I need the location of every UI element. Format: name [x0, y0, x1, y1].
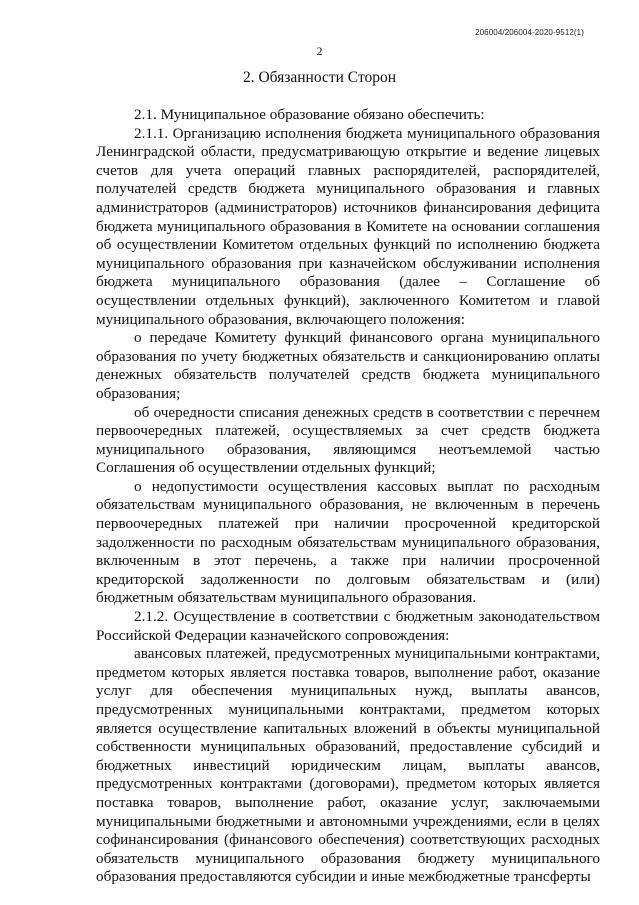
paragraph-2-1-1: 2.1.1. Организацию исполнения бюджета муниципального образования Ленинградской области, предусматривающую открытие и ведение лицевых счетов для учета операций главных распорядителей, распорядителей, получателей средств бюджета муниципального образования и главных администраторов (администраторов) источников финансирования дефицита бюджета муниципального образования в Комитете на основании соглашения об осуществлении Комитетом отдельных функций по исполнению бюджета муниципального образования при казначейском обслуживании исполнения бюджета муниципального образования (далее – Соглашение об осуществлении отдельных функций), заключенного Комитетом и главой муниципального образования, включающего положения:	[96, 124, 600, 328]
paragraph-provision-priority: об очередности списания денежных средств в соответствии с перечнем первоочередных платежей, осуществляемых за счет средств бюджета муниципального образования, являющимся неотъемлемой частью Соглашения об осуществлении отдельных функций;	[96, 403, 600, 477]
paragraph-advance-payments: авансовых платежей, предусмотренных муниципальными контрактами, предметом которых является поставка товаров, выполнение работ, оказание услуг для обеспечения муниципальных нужд, выплаты авансов, предусмотренных муниципальными контрактами, предметом которых является осуществление капитальных вложений в объекты муниципальной собственности муниципальных образований, предоставление субсидий и бюджетных инвестиций юридическим лицам, выплаты авансов, предусмотренных контрактами (договорами), предметом которых является поставка товаров, выполнение работ, оказание услуг, заключаемыми муниципальными бюджетными и автономными учреждениями, если в целях софинансирования (финансового обеспечения) соответствующих расходных обязательств муниципального образования бюджету муниципального образования предоставляются субсидии и иные межбюджетные трансферты	[96, 645, 600, 886]
document-id: 206004/206004-2020-9512(1)	[475, 28, 584, 37]
paragraph-provision-inadmissibility: о недопустимости осуществления кассовых выплат по расходным обязательствам муниципального образования, не включенным в перечень первоочередных платежей при наличии просроченной кредиторской задолженности по расходным обязательствам муниципального образования, включенным в этот перечень, а также при наличии просроченной кредиторской задолженности по долговым обязательствам и (или) бюджетным обязательствам муниципального образования.	[96, 477, 600, 607]
body-text	[96, 106, 600, 887]
paragraph-2-1: 2.1. Муниципальное образование обязано обеспечить:	[134, 106, 485, 123]
section-heading: 2. Обязанности Сторон	[242, 69, 397, 86]
page-number: 2	[316, 44, 323, 58]
paragraph-2-1-2: 2.1.2. Осуществление в соответствии с бюджетным законодательством Российской Федерации казначейского сопровождения:	[96, 608, 600, 644]
paragraph-provision-transfer: о передаче Комитету функций финансового органа муниципального образования по учету бюджетных обязательств и санкционированию оплаты денежных обязательств получателей средств бюджета муниципального образования;	[96, 329, 600, 402]
